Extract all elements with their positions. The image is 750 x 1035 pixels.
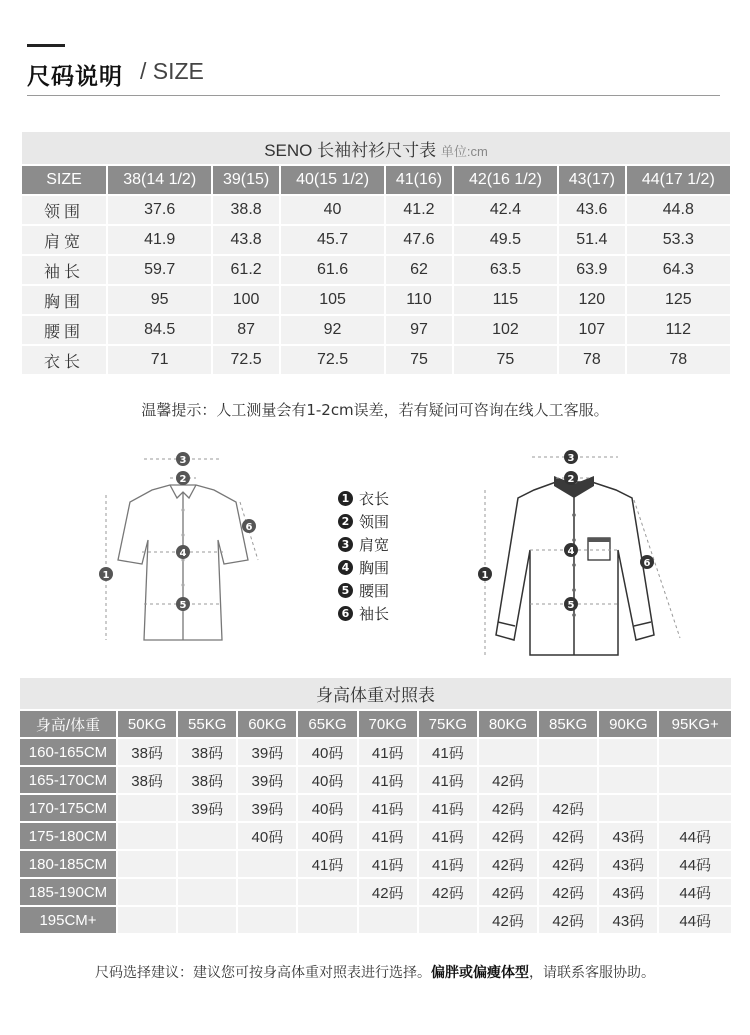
measurement-legend (338, 487, 389, 625)
table-cell: 39码 (238, 795, 296, 821)
table-cell: 51.4 (559, 226, 625, 254)
table-cell (178, 851, 236, 877)
table-cell: 72.5 (213, 346, 279, 374)
advice-bold: 偏胖或偏瘦体型 (431, 965, 529, 981)
table-row (22, 226, 730, 254)
legend-number: 2 (338, 514, 353, 529)
table-cell: 44码 (659, 823, 731, 849)
table-cell: 44码 (659, 907, 731, 933)
table-cell (659, 795, 731, 821)
table-cell: 39码 (238, 767, 296, 793)
table-cell: 41码 (359, 795, 417, 821)
hw-table-caption: 身高体重对照表 (20, 678, 731, 709)
row-label: 170-175CM (20, 795, 116, 821)
table-cell (238, 851, 296, 877)
table-cell: 78 (559, 346, 625, 374)
table-cell: 41码 (359, 851, 417, 877)
size-col-header: 38(14 1/2) (108, 166, 211, 194)
table-cell: 45.7 (281, 226, 384, 254)
table-cell: 42.4 (454, 196, 557, 224)
table-cell: 38码 (178, 767, 236, 793)
svg-text:6: 6 (245, 522, 253, 533)
table-cell: 42码 (479, 823, 537, 849)
table-cell: 38码 (118, 739, 176, 765)
hw-col-header: 90KG (599, 711, 657, 737)
table-cell: 41码 (419, 823, 477, 849)
svg-text:5: 5 (567, 600, 575, 611)
table-cell: 42码 (359, 879, 417, 905)
table-cell (118, 907, 176, 933)
table-cell: 39码 (178, 795, 236, 821)
table-row (22, 286, 730, 314)
legend-item (338, 556, 389, 579)
table-row (22, 346, 730, 374)
advice-suffix: ，请联系客服协助。 (529, 965, 655, 981)
page-title: 尺码说明 (27, 64, 123, 90)
table-cell: 87 (213, 316, 279, 344)
row-label: 180-185CM (20, 851, 116, 877)
table-cell: 61.2 (213, 256, 279, 284)
row-label: 175-180CM (20, 823, 116, 849)
row-label: 165-170CM (20, 767, 116, 793)
legend-item (338, 487, 389, 510)
legend-number: 3 (338, 537, 353, 552)
table-cell: 44码 (659, 851, 731, 877)
table-cell (238, 907, 296, 933)
size-advice-note (0, 962, 750, 982)
size-table (20, 130, 732, 376)
table-cell: 41.2 (386, 196, 452, 224)
table-cell: 44.8 (627, 196, 730, 224)
svg-text:1: 1 (481, 570, 489, 581)
table-row (22, 256, 730, 284)
table-cell (419, 907, 477, 933)
advice-prefix: 尺码选择建议：建议您可按身高体重对照表进行选择。 (95, 965, 431, 981)
size-table-title: SENO 长袖衬衫尺寸表 (264, 140, 437, 160)
table-cell: 100 (213, 286, 279, 314)
row-label: 胸围 (22, 286, 106, 314)
table-cell (238, 879, 296, 905)
table-cell (118, 851, 176, 877)
legend-label: 领围 (359, 513, 390, 531)
table-cell: 43.6 (559, 196, 625, 224)
table-cell: 47.6 (386, 226, 452, 254)
hw-col-header: 85KG (539, 711, 597, 737)
table-cell (178, 879, 236, 905)
table-cell: 110 (386, 286, 452, 314)
table-cell: 61.6 (281, 256, 384, 284)
table-cell: 40码 (298, 823, 356, 849)
header-divider (27, 95, 720, 96)
table-cell: 72.5 (281, 346, 384, 374)
svg-text:3: 3 (567, 453, 575, 464)
table-cell (118, 795, 176, 821)
table-cell: 41码 (419, 795, 477, 821)
table-cell: 64.3 (627, 256, 730, 284)
size-table-unit: 单位:cm (440, 143, 488, 159)
row-label: 袖长 (22, 256, 106, 284)
legend-label: 袖长 (359, 605, 390, 623)
table-cell: 40码 (298, 739, 356, 765)
table-cell: 38码 (178, 739, 236, 765)
measurement-note: 温馨提示：人工测量会有1-2cm误差，若有疑问可咨询在线人工客服。 (141, 401, 609, 419)
table-cell: 43.8 (213, 226, 279, 254)
table-cell (599, 739, 657, 765)
size-col-header: 44(17 1/2) (627, 166, 730, 194)
legend-item (338, 533, 389, 556)
table-cell: 40 (281, 196, 384, 224)
table-cell: 62 (386, 256, 452, 284)
table-cell: 84.5 (108, 316, 211, 344)
table-row (22, 196, 730, 224)
svg-text:6: 6 (643, 558, 651, 569)
table-cell (659, 739, 731, 765)
table-cell: 37.6 (108, 196, 211, 224)
table-cell (298, 907, 356, 933)
row-label: 195CM+ (20, 907, 116, 933)
svg-text:4: 4 (567, 546, 575, 557)
table-cell: 43码 (599, 907, 657, 933)
svg-text:2: 2 (179, 474, 187, 485)
legend-item (338, 579, 389, 602)
svg-text:1: 1 (102, 570, 110, 581)
table-cell: 41码 (419, 851, 477, 877)
legend-number: 1 (338, 491, 353, 506)
table-cell: 41码 (419, 739, 477, 765)
hw-col-header: 75KG (419, 711, 477, 737)
table-row (20, 823, 731, 849)
size-col-header: SIZE (22, 166, 106, 194)
table-cell: 125 (627, 286, 730, 314)
legend-item (338, 510, 389, 533)
hw-table-caption-row (20, 678, 731, 709)
table-row (20, 907, 731, 933)
row-label: 185-190CM (20, 879, 116, 905)
table-cell: 105 (281, 286, 384, 314)
table-cell: 41码 (359, 739, 417, 765)
size-table-caption-row (22, 132, 730, 164)
table-cell (118, 879, 176, 905)
svg-text:5: 5 (179, 600, 187, 611)
table-cell: 97 (386, 316, 452, 344)
table-cell: 42码 (539, 795, 597, 821)
hw-col-header: 60KG (238, 711, 296, 737)
table-row (20, 851, 731, 877)
table-cell (599, 795, 657, 821)
table-cell: 59.7 (108, 256, 211, 284)
svg-text:2: 2 (567, 474, 575, 485)
table-cell: 38.8 (213, 196, 279, 224)
table-cell (599, 767, 657, 793)
row-label: 衣长 (22, 346, 106, 374)
table-cell: 120 (559, 286, 625, 314)
size-col-header: 42(16 1/2) (454, 166, 557, 194)
table-cell (118, 823, 176, 849)
row-label: 领围 (22, 196, 106, 224)
table-cell: 43码 (599, 851, 657, 877)
table-cell: 42码 (419, 879, 477, 905)
hw-col-header: 55KG (178, 711, 236, 737)
table-row (20, 879, 731, 905)
table-cell: 42码 (539, 907, 597, 933)
table-cell: 42码 (479, 851, 537, 877)
table-cell (178, 907, 236, 933)
table-row (20, 739, 731, 765)
table-cell: 42码 (539, 879, 597, 905)
table-cell: 63.5 (454, 256, 557, 284)
page-subtitle: / SIZE (140, 58, 204, 84)
table-cell: 115 (454, 286, 557, 314)
table-row (20, 767, 731, 793)
height-weight-table (18, 676, 733, 935)
legend-number: 6 (338, 606, 353, 621)
table-cell: 63.9 (559, 256, 625, 284)
legend-number: 4 (338, 560, 353, 575)
table-cell: 41.9 (108, 226, 211, 254)
size-col-header: 39(15) (213, 166, 279, 194)
legend-item (338, 602, 389, 625)
table-cell: 39码 (238, 739, 296, 765)
table-cell: 95 (108, 286, 211, 314)
legend-number: 5 (338, 583, 353, 598)
table-cell (298, 879, 356, 905)
table-cell: 42码 (479, 767, 537, 793)
table-row (22, 316, 730, 344)
row-label: 160-165CM (20, 739, 116, 765)
table-cell: 53.3 (627, 226, 730, 254)
table-cell (659, 767, 731, 793)
table-cell: 75 (454, 346, 557, 374)
short-sleeve-shirt-diagram (92, 440, 277, 655)
hw-col-header: 80KG (479, 711, 537, 737)
legend-label: 胸围 (359, 559, 390, 577)
hw-table-header-row (20, 711, 731, 737)
hw-col-header: 70KG (359, 711, 417, 737)
legend-label: 腰围 (359, 582, 390, 600)
table-cell: 112 (627, 316, 730, 344)
hw-col-header: 95KG+ (659, 711, 731, 737)
table-cell (479, 739, 537, 765)
size-table-caption (22, 132, 730, 164)
table-cell: 38码 (118, 767, 176, 793)
hw-col-header: 身高/体重 (20, 711, 116, 737)
size-col-header: 40(15 1/2) (281, 166, 384, 194)
table-cell: 78 (627, 346, 730, 374)
table-cell: 44码 (659, 879, 731, 905)
table-cell: 41码 (298, 851, 356, 877)
table-cell (178, 823, 236, 849)
table-cell (539, 739, 597, 765)
table-cell: 43码 (599, 879, 657, 905)
table-cell: 102 (454, 316, 557, 344)
legend-label: 衣长 (359, 490, 390, 508)
long-sleeve-shirt-diagram (470, 440, 695, 662)
table-cell: 92 (281, 316, 384, 344)
table-cell: 42码 (539, 823, 597, 849)
svg-text:4: 4 (179, 548, 187, 559)
hw-col-header: 50KG (118, 711, 176, 737)
size-col-header: 43(17) (559, 166, 625, 194)
table-cell: 42码 (479, 907, 537, 933)
table-cell: 41码 (419, 767, 477, 793)
table-cell: 40码 (298, 795, 356, 821)
table-row (20, 795, 731, 821)
table-cell (539, 767, 597, 793)
table-cell: 42码 (479, 879, 537, 905)
table-cell: 42码 (479, 795, 537, 821)
table-cell: 75 (386, 346, 452, 374)
svg-text:3: 3 (179, 455, 187, 466)
table-cell: 107 (559, 316, 625, 344)
size-table-header-row (22, 166, 730, 194)
legend-label: 肩宽 (359, 536, 390, 554)
hw-col-header: 65KG (298, 711, 356, 737)
table-cell: 40码 (238, 823, 296, 849)
size-col-header: 41(16) (386, 166, 452, 194)
table-cell: 43码 (599, 823, 657, 849)
table-cell: 71 (108, 346, 211, 374)
table-cell: 42码 (539, 851, 597, 877)
table-cell (359, 907, 417, 933)
row-label: 肩宽 (22, 226, 106, 254)
row-label: 腰围 (22, 316, 106, 344)
table-cell: 41码 (359, 823, 417, 849)
table-cell: 49.5 (454, 226, 557, 254)
header-accent-bar (27, 44, 65, 47)
table-cell: 40码 (298, 767, 356, 793)
table-cell: 41码 (359, 767, 417, 793)
